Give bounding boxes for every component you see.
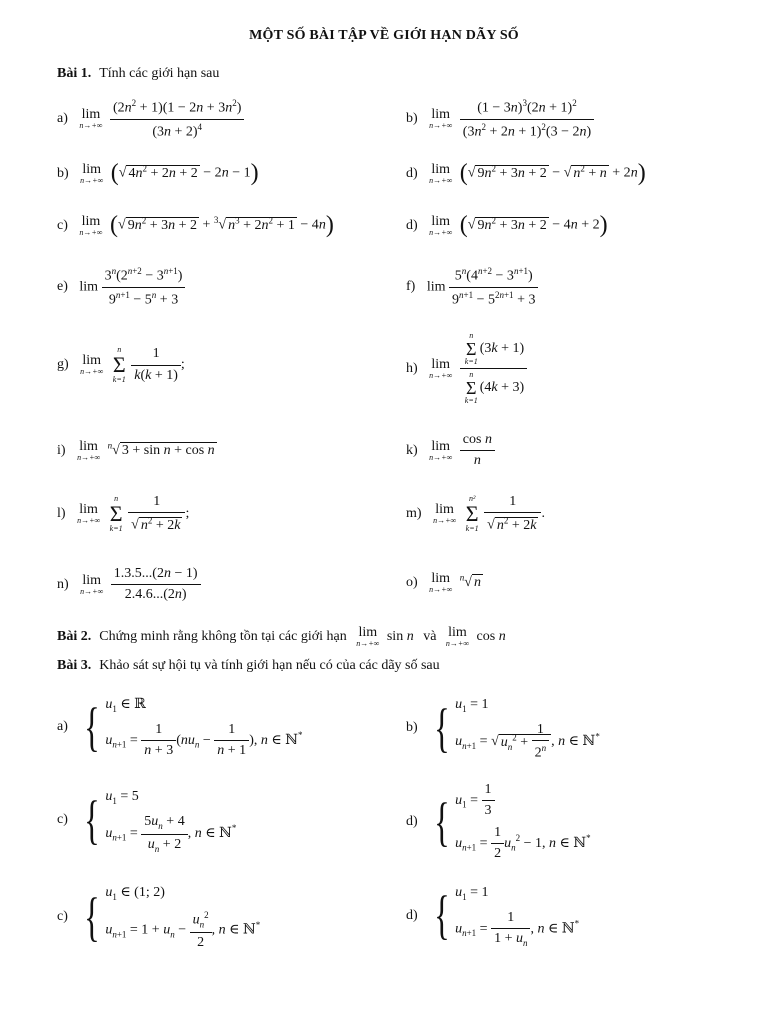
problem-label: b) (406, 720, 418, 736)
problem-1d-right-1: d) lim n→+∞ (√ $9n^2 + 3n + 2$ − √ $n^2 + n + 2n$) (406, 160, 646, 186)
exercise-1-label: Bài 1. (57, 66, 92, 81)
problem-1g: g) lim n→+∞ n Σ k=1 $\frac{1}{k(k + 1)}$ ; (57, 345, 185, 384)
problem-label: k) (406, 442, 418, 458)
problem-label: d) (406, 165, 418, 181)
problem-label: c) (57, 908, 68, 924)
problem-label: n) (57, 576, 69, 592)
problem-label: f) (406, 279, 416, 295)
problem-1m: m) lim n→+∞ n² Σ k=1 $\frac{1}{√ n^2 + 2k}$ . (406, 493, 545, 533)
sequence-3d-1: d) { $u_1$ = $\frac{1}{3}$ $u_{n+1}$ = $\frac{1}{2}$ $u_n^2 - 1$, n ∈ ℕ* (406, 782, 591, 862)
exercise-2-label: Bài 2. (57, 629, 92, 645)
sequence-3a: a) { $u_1$ ∈ ℝ $u_{n+1}$ = $\frac{1}{n + 3}$ ($nu_n$ − $\frac{1}{n + 1}$ ), n ∈ ℕ* (57, 696, 303, 759)
problem-label: m) (406, 506, 422, 522)
problem-label: o) (406, 575, 418, 591)
exercise-3-label: Bài 3. (57, 658, 92, 673)
sequence-3b: b) { $u_1 = 1$ $u_{n+1}$ = √ $u_n^2$ + $\frac{1}{2^n}$ , n ∈ ℕ* (406, 697, 600, 762)
problem-1d-right-2: d) lim n→+∞ (√ $9n^2 + 3n + 2 - 4n + 2$) (406, 212, 608, 238)
problem-1f: f) lim $\frac{5^n(4^{n+2} - 3^{n+1})}{9^{n+1} - 5^{2n+1} + 3}$ (406, 266, 538, 309)
problem-1n: n) lim n→+∞ $\frac{1.3.5...(2n - 1)}{2.4.6...(2n)}$ (57, 566, 201, 603)
problem-1o: o) lim n→+∞ $^n$√ n (406, 571, 481, 594)
problem-label: d) (406, 217, 418, 233)
problem-1l: l) lim n→+∞ n Σ k=1 $\frac{1}{√ n^2 + 2k}$ ; (57, 493, 190, 533)
exercise-1-heading (57, 66, 219, 82)
problem-label: i) (57, 443, 66, 459)
problem-label: g) (57, 357, 69, 373)
exercise-3-text: Khảo sát sự hội tụ và tính giới hạn nếu có của các dãy số sau (99, 658, 440, 673)
problem-label: l) (57, 506, 66, 522)
problem-1a: a) lim n→+∞ $\frac{(2n^2 + 1)(1 - 2n + 3n^2)}{(3n + 2)^4}$ (57, 98, 244, 141)
problem-label: a) (57, 719, 68, 735)
problem-label: e) (57, 279, 68, 295)
problem-label: d) (406, 907, 418, 923)
sequence-3c: c) { $u_1 = 5$ $u_{n+1}$ = $\frac{5u_n + 4}{u_n + 2}$ , n ∈ ℕ* (57, 789, 237, 854)
problem-1h: h) lim n→+∞ n Σ k=1 (3k + 1) n Σ k=1 (4k + 3) (406, 332, 527, 405)
exercise-2-text: Chứng minh rằng không tồn tại các giới hạn (99, 629, 347, 645)
problem-1c: c) lim n→+∞ (√ $9n^2 + 3n + 2 + ^3√$ $n^3 + 2n^2 + 1 - 4n$) (57, 212, 334, 238)
problem-1i: i) lim n→+∞ $^n$√ 3 + sin n + cos n (57, 439, 215, 462)
problem-label: h) (406, 360, 418, 376)
exercise-3-heading (57, 658, 440, 674)
problem-label: c) (57, 217, 68, 233)
problem-1e: e) lim $\frac{3^n(2^{n+2} - 3^{n+1})}{9^{n+1} - 5^n + 3}$ (57, 266, 185, 309)
problem-label: a) (57, 111, 68, 127)
sequence-3d-2: d) { $u_1 = 1$ $u_{n+1}$ = $\frac{1}{1 + u_n}$ , n ∈ ℕ* (406, 885, 580, 949)
problem-label: d) (406, 814, 418, 830)
sequence-3c-2: c) { $u_1$ ∈ (1; 2) $u_{n+1} = 1 + u_n$ − $\frac{u_n^2}{2}$ , n ∈ ℕ* (57, 885, 261, 951)
problem-1b-left: b) lim n→+∞ (√ $4n^2 + 2n + 2 - 2n - 1$) (57, 160, 259, 186)
problem-label: b) (57, 165, 69, 181)
problem-label: c) (57, 812, 68, 828)
problem-1b-right: b) lim n→+∞ $\frac{(1 - 3n)^3(2n + 1)^2}{(3n^2 + 2n + 1)^2(3 - 2n)}$ (406, 98, 594, 141)
exercise-1-text: Tính các giới hạn sau (99, 66, 220, 81)
exercise-2: Bài 2. Chứng minh rằng không tồn tại các giới hạn lim n→+∞ sin n và lim n→+∞ cos n (57, 625, 506, 648)
problem-label: b) (406, 111, 418, 127)
problem-1k: k) lim n→+∞ $\frac{\text{cos n}}{n}$ (406, 432, 495, 469)
page-title: MỘT SỐ BÀI TẬP VỀ GIỚI HẠN DÃY SỐ (249, 28, 519, 43)
